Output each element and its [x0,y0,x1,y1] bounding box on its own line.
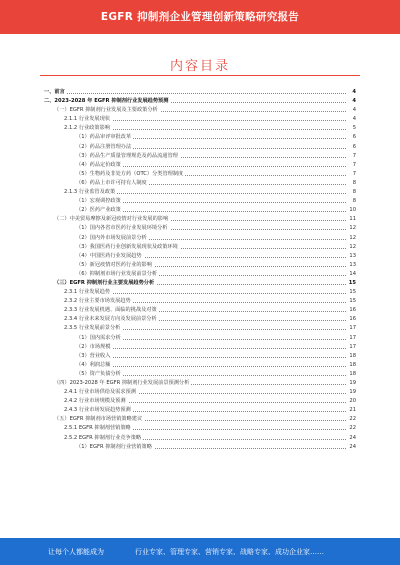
toc-leader-dots [76,357,350,358]
toc-entry[interactable] [0,352,400,361]
toc-entry-page: 19 [346,379,356,388]
toc-entry-page: 4 [346,106,356,115]
table-of-contents [0,88,400,452]
toc-leader-dots [76,366,350,367]
toc-entry-page: 6 [346,133,356,142]
toc-entry-page: 5 [346,124,356,133]
toc-entry-page: 17 [346,324,356,333]
toc-entry-page: 4 [346,115,356,124]
toc-entry-title: （4）药品定价政策 [76,161,123,170]
toc-entry-page: 8 [346,179,356,188]
toc-entry-title: （1）EGFR 抑制剂行业营销策略 [76,443,154,452]
toc-entry-title: 2.4.3 行业市场发展趋势预测 [64,406,133,415]
toc-entry-page: 13 [346,261,356,270]
toc-entry-page: 10 [346,206,356,215]
toc-entry[interactable] [0,397,400,406]
toc-entry-title: （3）我国医药行业创新发展现状及政策环境 [76,243,180,252]
toc-entry-page: 16 [346,315,356,324]
toc-entry-title: （一）EGFR 抑制剂行业发展及主要政策分析 [54,106,160,115]
toc-entry[interactable] [0,97,400,106]
toc-entry-page: 22 [346,415,356,424]
toc-entry[interactable] [0,406,400,415]
toc-entry[interactable] [0,424,400,433]
toc-entry-title: （2）国内外市场发展前景分析 [76,234,149,243]
footer-tagline: 行业专家、管理专家、营销专家、战略专家、成功企业家…… [135,548,324,556]
toc-entry-title: 二、2023-2028 年 EGFR 抑制剂行业发展趋势预测 [44,97,170,106]
toc-entry-page: 6 [346,143,356,152]
toc-entry-page: 15 [346,297,356,306]
toc-entry-title: （5）资产负债分析 [76,370,123,379]
toc-entry[interactable] [0,206,400,215]
toc-entry-title: 一、前言 [44,88,67,97]
toc-entry[interactable] [0,343,400,352]
toc-entry-page: 15 [346,279,356,288]
toc-entry[interactable] [0,252,400,261]
toc-heading: 内容目录 [169,59,230,74]
toc-entry-title: （6）抑制剂市场行业发展前景分析 [76,270,159,279]
toc-entry[interactable] [0,115,400,124]
report-title: EGFR 抑制剂企业管理创新策略研究报告 [100,11,300,23]
toc-entry-title: （1）国内各省市医药行业发展环境分析 [76,224,170,233]
toc-entry[interactable] [0,124,400,133]
toc-leader-dots [76,348,350,349]
toc-entry-title: （5）新冠疫情对医药行业的影响 [76,261,154,270]
toc-entry-page: 14 [346,270,356,279]
toc-entry-page: 18 [346,370,356,379]
toc-entry[interactable] [0,306,400,315]
header-bar [0,0,400,34]
toc-entry[interactable] [0,297,400,306]
toc-entry-page: 19 [346,388,356,397]
toc-entry-page: 20 [346,397,356,406]
toc-entry-title: （四）2023-2028 年 EGFR 抑制剂行业发展前景预测分析 [54,379,191,388]
toc-entry-title: 2.4.2 行业市场规模及预测 [64,397,128,406]
toc-entry[interactable] [0,288,400,297]
toc-entry-page: 22 [346,424,356,433]
toc-entry[interactable] [0,170,400,179]
toc-entry-title: 2.3.4 行业未来发展方向及发展前景分析 [64,315,159,324]
toc-entry-page: 12 [346,243,356,252]
toc-entry-page: 24 [346,443,356,452]
toc-entry-page: 21 [346,406,356,415]
toc-entry-page: 8 [346,188,356,197]
toc-entry[interactable] [0,197,400,206]
toc-entry[interactable] [0,152,400,161]
toc-entry-title: （1）国内需求分析 [76,334,123,343]
toc-entry-page: 17 [346,334,356,343]
toc-entry-title: （2）药品注册管理办法 [76,143,133,152]
toc-entry-title: （1）药品审评审批改革 [76,133,133,142]
toc-entry-page: 17 [346,343,356,352]
toc-entry[interactable] [0,161,400,170]
toc-entry-title: （2）医药产业政策 [76,206,123,215]
toc-entry[interactable] [0,388,400,397]
toc-entry-title: 2.1.2 行业政策影响 [64,124,112,133]
toc-entry[interactable] [0,106,400,115]
toc-entry-page: 7 [346,161,356,170]
footer-bar [0,538,400,565]
toc-entry-title: （5）生物药及非处方药（OTC）分类管理制度 [76,170,185,179]
toc-entry-title: （3）药品生产质量管理规范及药品流通管理 [76,152,180,161]
toc-entry[interactable] [0,261,400,270]
toc-entry-page: 13 [346,252,356,261]
toc-entry-page: 16 [346,306,356,315]
toc-entry[interactable] [0,434,400,443]
toc-entry-title: 2.1.3 行业监管及政策 [64,188,117,197]
toc-entry[interactable] [0,443,400,452]
toc-entry-page: 8 [346,197,356,206]
toc-entry-title: （二）中美贸易摩擦及新冠疫情对行业发展的影响 [54,215,170,224]
toc-entry-title: 2.3.2 行业主要市场发展趋势 [64,297,133,306]
toc-entry[interactable] [0,315,400,324]
toc-entry[interactable] [0,143,400,152]
toc-entry-title: （2）市场规模 [76,343,112,352]
toc-entry[interactable] [0,215,400,224]
toc-entry-title: （4）利润总额 [76,361,112,370]
toc-entry-page: 7 [346,170,356,179]
toc-entry-page: 11 [346,215,356,224]
toc-entry[interactable] [0,270,400,279]
toc-entry[interactable] [0,88,400,97]
toc-entry-page: 12 [346,234,356,243]
toc-entry[interactable] [0,224,400,233]
toc-entry-title: （6）药品上市许可持有人制度 [76,179,149,188]
toc-entry-title: 2.3.3 行业发展机遇、面临的挑战及对策 [64,306,159,315]
toc-entry[interactable] [0,279,400,288]
toc-entry-page: 4 [346,88,356,97]
toc-entry-page: 4 [346,97,356,106]
toc-entry[interactable] [0,133,400,142]
toc-entry[interactable] [0,415,400,424]
toc-entry[interactable] [0,179,400,188]
footer-slogan: 让每个人都能成为 [48,548,104,556]
toc-entry[interactable] [0,243,400,252]
toc-entry[interactable] [0,370,400,379]
toc-entry[interactable] [0,334,400,343]
toc-entry-title: 2.3.1 行业发展趋势 [64,288,112,297]
toc-entry[interactable] [0,379,400,388]
toc-entry-page: 24 [346,434,356,443]
toc-entry-page: 12 [346,224,356,233]
toc-entry[interactable] [0,361,400,370]
toc-entry-title: 2.1.1 行业发展现状 [64,115,112,124]
toc-entry-title: 2.4.1 行业市场供给及需求预测 [64,388,138,397]
toc-entry-page: 15 [346,288,356,297]
toc-entry-title: （三）EGFR 抑制剂行业主要发展趋势分析 [54,279,156,288]
toc-entry-title: 2.5.2 EGFR 抑制剂行业竞争策略 [64,434,143,443]
toc-entry-page: 7 [346,152,356,161]
toc-entry-title: （1）宏观调控政策 [76,197,123,206]
toc-entry-title: （五）EGFR 抑制剂市场营销策略建议 [54,415,144,424]
toc-divider [40,75,360,76]
toc-entry-page: 18 [346,352,356,361]
toc-leader-dots [44,93,350,94]
toc-entry-title: （3）营业收入 [76,352,112,361]
toc-entry-title: 2.3.5 行业发展前景分析 [64,324,122,333]
toc-entry[interactable] [0,188,400,197]
toc-entry[interactable] [0,234,400,243]
toc-entry-page: 18 [346,361,356,370]
toc-entry[interactable] [0,324,400,333]
toc-entry-title: 2.5.1 EGFR 抑制剂营销策略 [64,424,133,433]
toc-entry-title: （4）中国医药行业发展趋势 [76,252,144,261]
